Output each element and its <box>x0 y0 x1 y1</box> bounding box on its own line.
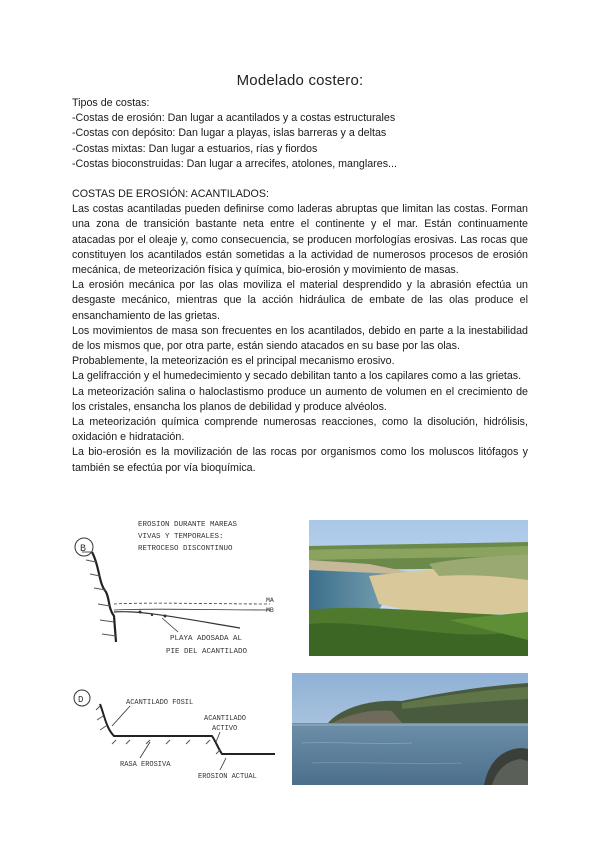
label-erosion: EROSION ACTUAL <box>198 773 257 781</box>
beach-profile <box>114 612 240 628</box>
page-title: Modelado costero: <box>236 72 364 89</box>
text-body <box>72 96 528 476</box>
erosion-paragraph: La meteorización salina o haloclastismo produce un aumento de volumen en el crecimiento de los cristales, ensancha los planos de debilidad y produce alvéolos. <box>72 385 528 413</box>
erosion-paragraph: Probablemente, la meteorización es el principal mecanismo erosivo. <box>72 355 395 368</box>
label-top-2: VIVAS Y TEMPORALES: <box>138 533 224 541</box>
label-top-3: RETROCESO DISCONTINUO <box>138 545 233 553</box>
erosion-heading: COSTAS DE EROSIÓN: ACANTILADOS: <box>72 188 269 201</box>
label-bottom-2: PIE DEL ACANTILADO <box>166 648 248 656</box>
marker-label: D <box>78 695 84 705</box>
label-ma: MA <box>266 597 274 604</box>
marker-label: B <box>80 544 87 555</box>
types-item: -Costas con depósito: Dan lugar a playas, islas barreras y a deltas <box>72 127 387 140</box>
erosion-paragraph: La bio-erosión es la movilización de las rocas por organismos como los moluscos litófagos y también se efectúa por vía bioquímica. <box>72 446 528 474</box>
erosion-paragraph: Las costas acantiladas pueden definirse como laderas abruptas que limitan las costas. Forman una zona de transición bastante neta entre el continente y el mar. Están continuamente atacadas por el oleaje y, como consecuencia, se producen morfologías erosivas. Las rocas que constituyen los acantilados están sometidas a la actividad de numerosos procesos de erosión mecánica, de meteorización física y química, bio-erosión y movimiento de masas. <box>72 203 528 277</box>
types-item: -Costas bioconstruidas: Dan lugar a arrecifes, atolones, manglares... <box>72 157 397 170</box>
low-tide-line <box>114 609 270 610</box>
label-activo-1: ACANTILADO <box>204 715 247 723</box>
label-fosil: ACANTILADO FOSIL <box>126 699 194 707</box>
high-tide-line <box>114 603 270 604</box>
cliff-erosion-sketch <box>70 512 290 662</box>
beach-cove-photo <box>309 520 528 656</box>
erosion-paragraph: La erosión mecánica por las olas moviliza el material desprendido y la abrasión efectúa un desgaste mecánico, mientras que la acción hidráulica de embate de las olas produce el ensanchamiento de las grietas. <box>72 279 528 322</box>
fossil-cliff-sketch <box>70 684 280 784</box>
label-activo-2: ACTIVO <box>212 725 238 733</box>
rock-hatching <box>96 706 220 754</box>
types-item: -Costas de erosión: Dan lugar a acantilados y a costas estructurales <box>72 112 396 125</box>
types-item: -Costas mixtas: Dan lugar a estuarios, rías y fiordos <box>72 142 318 155</box>
erosion-paragraph: Los movimientos de masa son frecuentes en los acantilados, debido en parte a la inestabilidad de los mismos que, por otra parte, están siendo atacados en su base por las olas. <box>72 324 528 353</box>
label-rasa: RASA EROSIVA <box>120 761 171 769</box>
types-heading: Tipos de costas: <box>72 97 150 109</box>
headland-sea-photo <box>292 673 528 785</box>
erosion-paragraph: La meteorización química comprende numerosas reacciones, como la disolución, hidrólisis, oxidación e hidratación. <box>72 416 528 444</box>
coast-profile <box>100 704 275 754</box>
cliff-line <box>92 552 116 642</box>
cliff-hatching <box>82 552 116 636</box>
erosion-paragraph: La gelifracción y el humedecimiento y secado debilitan tanto a los capilares como a las grietas. <box>72 370 522 383</box>
label-top-1: EROSION DURANTE MAREAS <box>138 521 238 529</box>
label-bottom-1: PLAYA ADOSADA AL <box>170 635 243 643</box>
label-mb: MB <box>266 607 274 614</box>
